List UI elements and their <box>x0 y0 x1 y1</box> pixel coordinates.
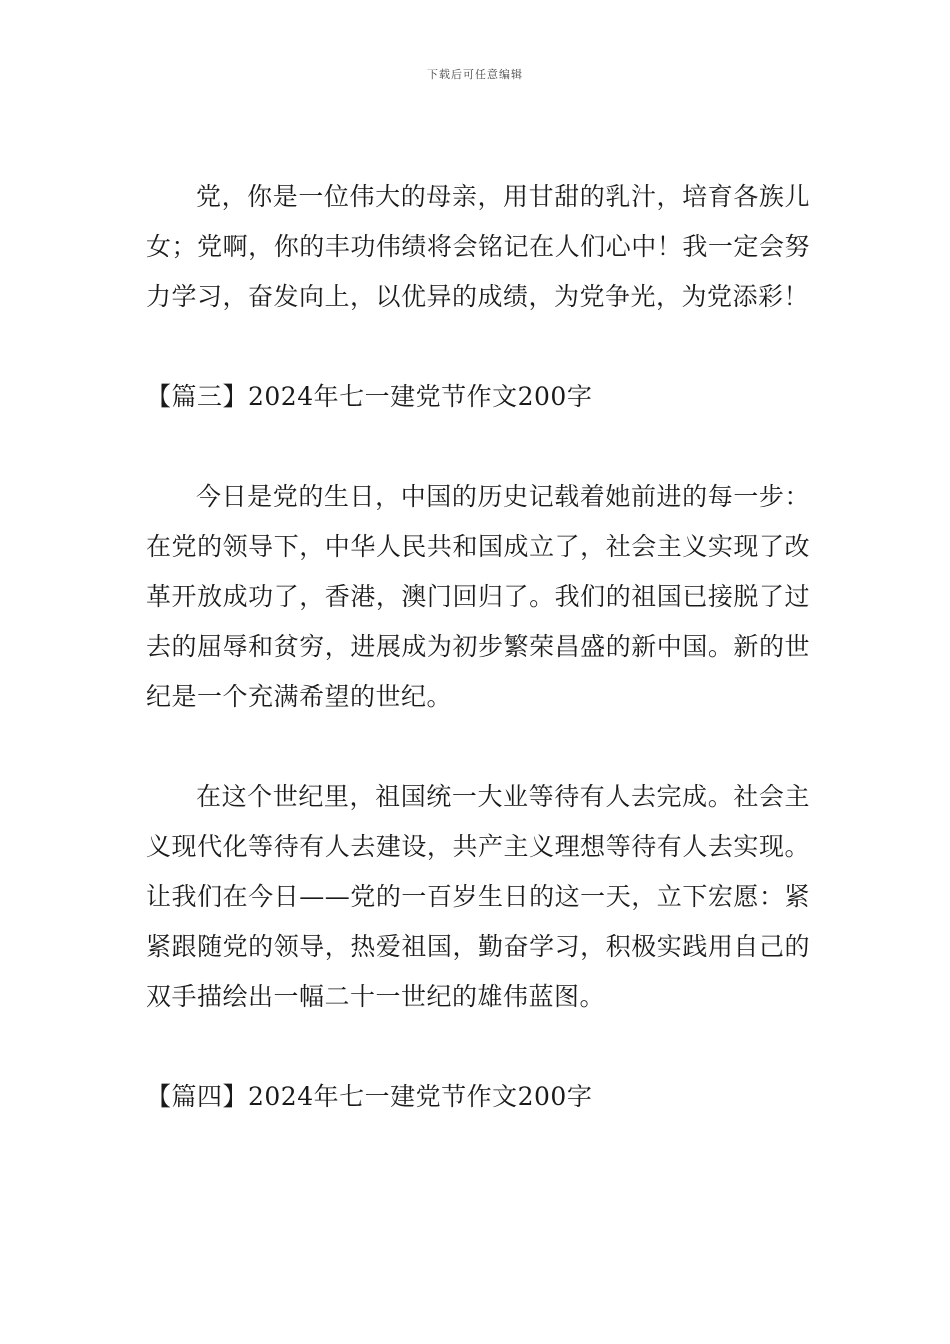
paragraph-2: 今日是党的生日，中国的历史记载着她前进的每一步：在党的领导下，中华人民共和国成立了，社会主义实现了改革开放成功了，香港，澳门回归了。我们的祖国已接脱了过去的屈辱和贫穷，进展成为初步繁荣昌盛的新中国。新的世纪是一个充满希望的世纪。 <box>146 482 810 711</box>
spacer <box>146 1022 810 1072</box>
paragraph-3: 在这个世纪里，祖国统一大业等待有人去完成。社会主义现代化等待有人去建设，共产主义理想等待有人去实现。让我们在今日——党的一百岁生日的这一天，立下宏愿：紧紧跟随党的领导，热爱祖国，勤奋学习，积极实践用自己的双手描绘出一幅二十一世纪的雄伟蓝图。 <box>146 782 810 1011</box>
section-heading-3: 【篇三】2024年七一建党节作文200字 <box>146 382 593 411</box>
spacer <box>146 322 810 372</box>
page-header-note: 下载后可任意编辑 <box>427 68 523 81</box>
spacer <box>146 722 810 772</box>
spacer <box>146 422 810 472</box>
section-heading-4: 【篇四】2024年七一建党节作文200字 <box>146 1082 593 1111</box>
paragraph-1: 党，你是一位伟大的母亲，用甘甜的乳汁，培育各族儿女；党啊，你的丰功伟绩将会铭记在人们心中！我一定会努力学习，奋发向上，以优异的成绩，为党争光，为党添彩！ <box>146 182 810 311</box>
document-body <box>146 172 810 1122</box>
